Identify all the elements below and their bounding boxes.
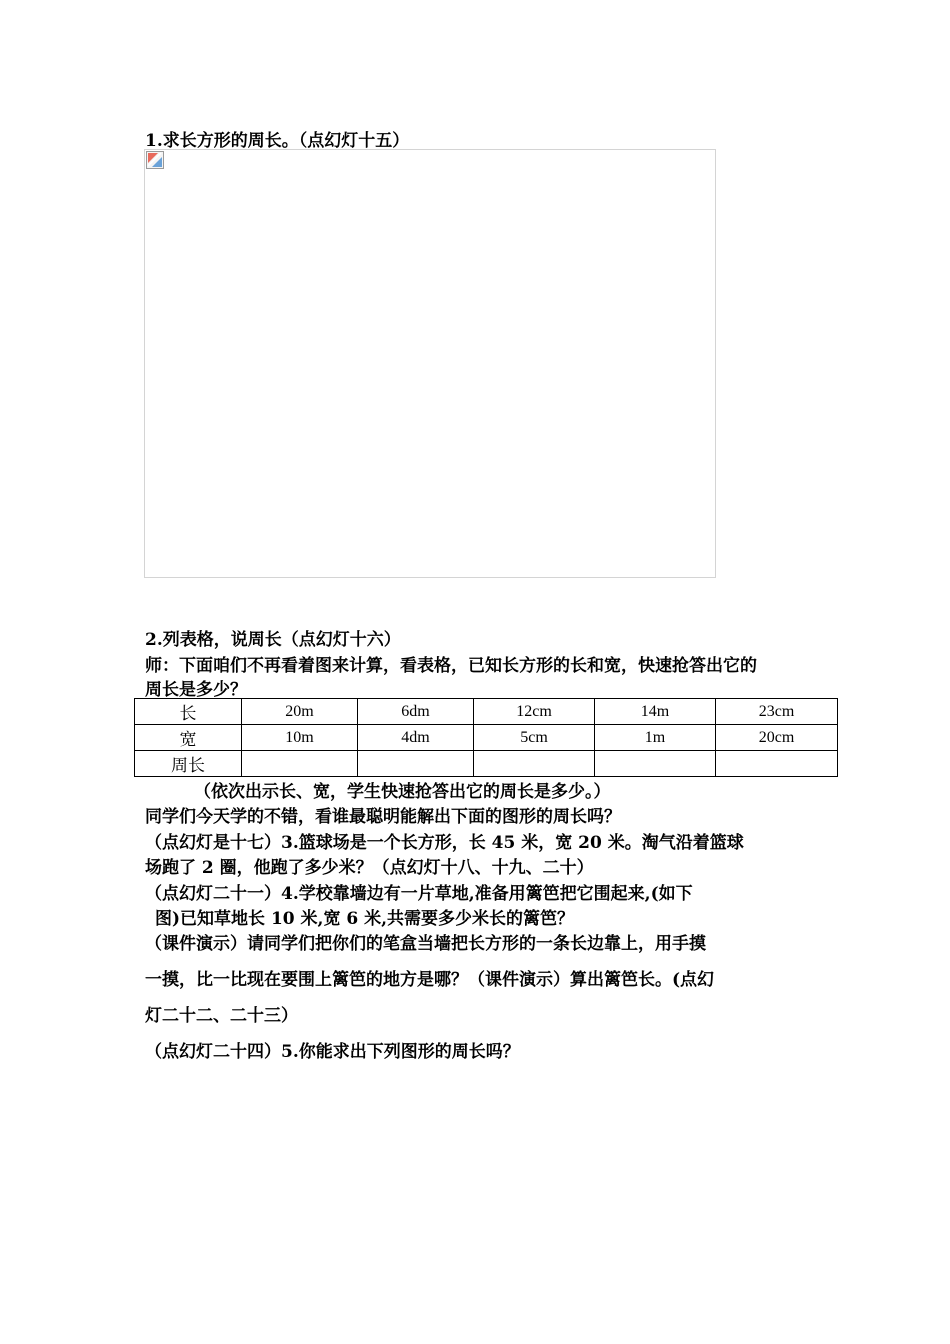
table-cell: 20cm (716, 725, 838, 751)
paragraph-line: 灯二十二、二十三） (145, 1006, 298, 1026)
table-cell: 4dm (358, 725, 474, 751)
table-cell: 23cm (716, 699, 838, 725)
paragraph-line: （点幻灯二十四）5.你能求出下列图形的周长吗？ (145, 1042, 520, 1062)
paragraph-line: 图)已知草地长 10 米,宽 6 米,共需要多少米长的篱笆？ (155, 909, 575, 929)
table-cell-empty (242, 751, 358, 777)
row-label-width: 宽 (135, 725, 242, 751)
row-label-length: 长 (135, 699, 242, 725)
image-placeholder-frame (144, 149, 716, 578)
table-cell-empty (474, 751, 595, 777)
table-cell-empty (595, 751, 716, 777)
teacher-prompt-line-1: 师：下面咱们不再看着图来计算，看表格，已知长方形的长和宽，快速抢答出它的 (145, 656, 757, 676)
table-cell: 12cm (474, 699, 595, 725)
table-row-perimeter (135, 751, 838, 777)
table-cell: 5cm (474, 725, 595, 751)
paragraph-line: 同学们今天学的不错，看谁最聪明能解出下面的图形的周长吗？ (145, 807, 621, 827)
table-cell: 1m (595, 725, 716, 751)
section-2-heading: 2.列表格，说周长（点幻灯十六） (145, 630, 401, 650)
table-cell-empty (716, 751, 838, 777)
table-row-length (135, 699, 838, 725)
paragraph-line: （点幻灯是十七）3.篮球场是一个长方形，长 45 米，宽 20 米。淘气沿着篮球 (145, 833, 744, 853)
table-note: （依次出示长、宽，学生快速抢答出它的周长是多少。） (194, 782, 611, 802)
table-row-width (135, 725, 838, 751)
perimeter-table (134, 698, 838, 777)
table-cell-empty (358, 751, 474, 777)
paragraph-line: 一摸，比一比现在要围上篱笆的地方是哪？（课件演示）算出篱笆长。(点幻 (145, 970, 715, 990)
table-cell: 20m (242, 699, 358, 725)
paragraph-line: 场跑了 2 圈，他跑了多少米？（点幻灯十八、十九、二十） (145, 858, 594, 878)
table-cell: 10m (242, 725, 358, 751)
section-1-heading: 1.求长方形的周长。（点幻灯十五） (145, 131, 410, 151)
table-cell: 6dm (358, 699, 474, 725)
paragraph-line: （点幻灯二十一）4.学校靠墙边有一片草地,准备用篱笆把它围起来,(如下 (145, 884, 693, 904)
table-cell: 14m (595, 699, 716, 725)
teacher-prompt-line-2: 周长是多少？ (145, 680, 247, 700)
row-label-perimeter: 周长 (135, 751, 242, 777)
paragraph-line: （课件演示）请同学们把你们的笔盒当墙把长方形的一条长边靠上，用手摸 (145, 934, 706, 954)
broken-image-icon (146, 151, 164, 169)
